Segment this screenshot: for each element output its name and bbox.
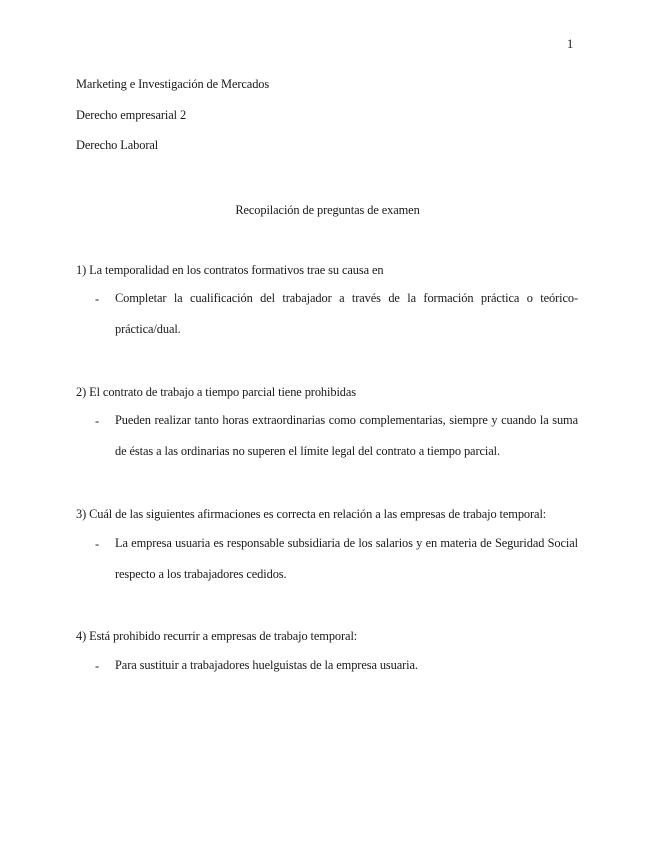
answer-3-text: La empresa usuaria es responsable subsidiaria de los salarios y en materia de Seguridad Social respecto a los trabajadores cedidos. [115,536,578,581]
answer-2-text: Pueden realizar tanto horas extraordinarias como complementarias, siempre y cuando la suma de éstas a las ordinarias no superen el límite legal del contrato a tiempo parcial. [115,413,578,458]
answer-4-text: Para sustituir a trabajadores huelguistas de la empresa usuaria. [115,658,418,672]
header-subject-line: Derecho empresarial 2 [76,108,187,122]
header-topic-line: Derecho Laboral [76,138,159,152]
bullet-dash: - [95,414,100,428]
page-number: 1 [567,37,574,51]
question-2: 2) El contrato de trabajo a tiempo parcial tiene prohibidas [76,385,357,399]
question-1: 1) La temporalidad en los contratos formativos trae su causa en [76,263,384,277]
answer-1-text: Completar la cualificación del trabajador a través de la formación práctica o teórico-práctica/dual. [115,291,578,336]
document-title: Recopilación de preguntas de examen [235,203,420,217]
question-3: 3) Cuál de las siguientes afirmaciones es correcta en relación a las empresas de trabajo temporal: [76,507,547,521]
bullet-dash: - [95,659,100,673]
header-course-line: Marketing e Investigación de Mercados [76,77,270,91]
question-4: 4) Está prohibido recurrir a empresas de trabajo temporal: [76,629,358,643]
bullet-dash: - [95,537,100,551]
bullet-dash: - [95,292,100,306]
